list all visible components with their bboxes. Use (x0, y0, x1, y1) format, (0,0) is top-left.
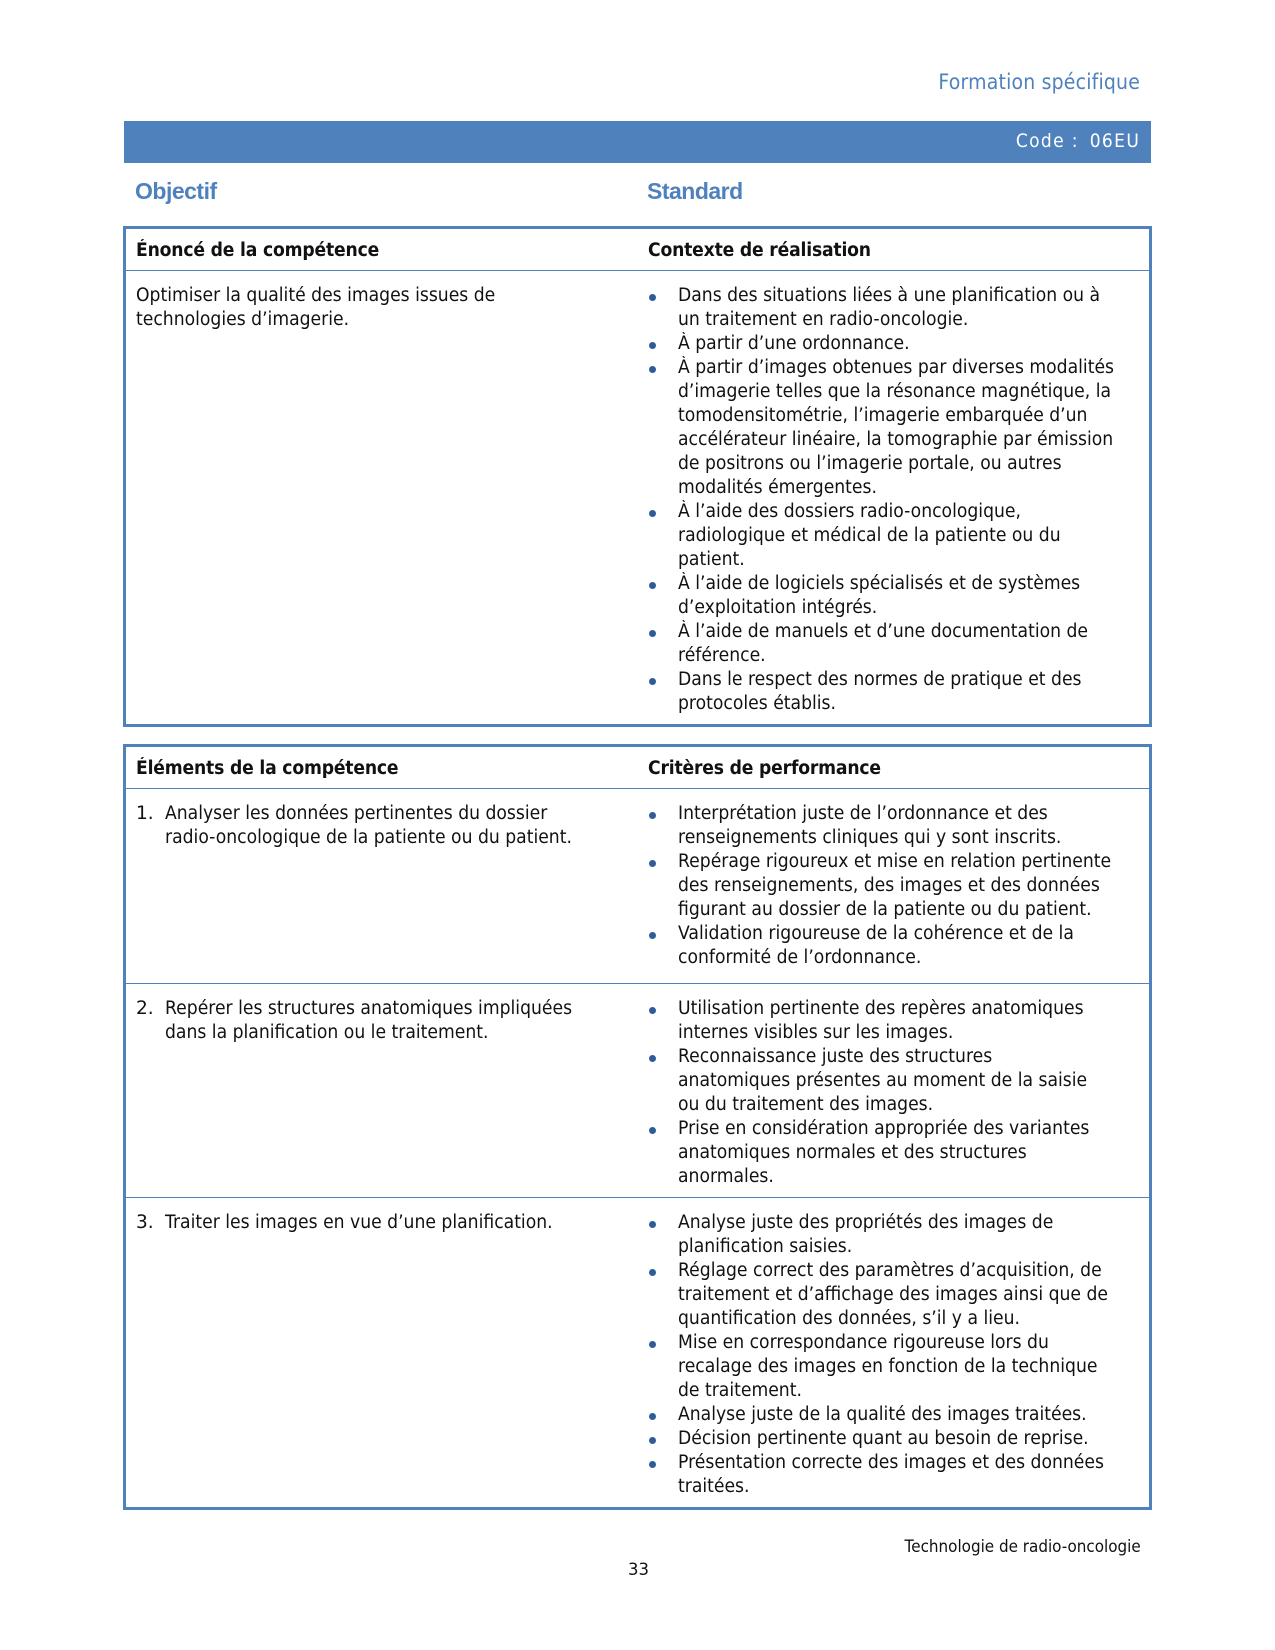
performance-criteria-table (123, 744, 1152, 1510)
criteres-cell (648, 789, 1151, 984)
running-title: Formation spécifique (938, 70, 1140, 94)
list-item-line: de positrons ou l’imagerie portale, ou autres (677, 453, 1062, 474)
list-item-line: À l’aide de logiciels spécialisés et de systèmes (677, 573, 1080, 594)
list-item-line: tomodensitométrie, l’imagerie embarquée d’un (677, 405, 1087, 426)
header-label: Éléments de la compétence (136, 758, 399, 779)
header-elements (125, 746, 648, 789)
list-item (648, 356, 1140, 500)
list-item-line: figurant au dossier de la patiente ou du patient. (677, 899, 1092, 920)
list-item-line: traitées. (677, 1476, 749, 1497)
list-item (648, 1211, 1140, 1259)
list-item-line: Repérage rigoureux et mise en relation pertinente (677, 851, 1111, 872)
enonce-cell (125, 271, 648, 726)
page-number: 33 (628, 1560, 649, 1579)
list-item-line: ou du traitement des images. (677, 1094, 933, 1115)
element-line: dans la planification ou le traitement. (165, 1022, 489, 1043)
element-item (136, 997, 638, 1045)
list-item (648, 1331, 1140, 1403)
code-band (124, 121, 1151, 163)
list-item (648, 1403, 1140, 1427)
header-enonce (125, 228, 648, 271)
enonce-line: technologies d’imagerie. (136, 309, 350, 330)
list-item-line: Décision pertinente quant au besoin de reprise. (677, 1428, 1089, 1449)
list-item-line: accélérateur linéaire, la tomographie par émission (677, 429, 1113, 450)
code-text (1016, 130, 1140, 152)
list-item-line: des renseignements, des images et des données (677, 875, 1100, 896)
list-item (648, 284, 1140, 332)
criteres-cell (648, 984, 1151, 1198)
list-item (648, 922, 1140, 970)
code-value: 06EU (1089, 130, 1140, 152)
header-criteres (648, 746, 1151, 789)
element-number: 2. (136, 998, 154, 1019)
code-label: Code : (1015, 130, 1079, 152)
list-item-line: Prise en considération appropriée des variantes (677, 1118, 1089, 1139)
list-item (648, 850, 1140, 922)
header-label: Énoncé de la compétence (136, 240, 380, 261)
list-item-line: anormales. (677, 1166, 774, 1187)
list-item-line: Analyse juste des propriétés des images de (677, 1212, 1053, 1233)
list-item (648, 668, 1140, 716)
list-item-line: d’imagerie telles que la résonance magnétique, la (677, 381, 1111, 402)
list-item-line: Analyse juste de la qualité des images traitées. (677, 1404, 1087, 1425)
competence-statement-table (123, 226, 1152, 727)
list-item (648, 620, 1140, 668)
list-item-line: traitement et d’affichage des images ainsi que de (677, 1284, 1108, 1305)
list-item (648, 572, 1140, 620)
contexte-cell (648, 271, 1151, 726)
list-item (648, 802, 1140, 850)
list-item-line: recalage des images en fonction de la technique (677, 1356, 1097, 1377)
section-title-objectif: Objectif (135, 178, 217, 204)
list-item-line: de traitement. (677, 1380, 802, 1401)
list-item (648, 997, 1140, 1045)
criteres-list (648, 1211, 1140, 1499)
list-item (648, 1259, 1140, 1331)
element-line: Repérer les structures anatomiques impliquées (165, 998, 573, 1019)
list-item (648, 1427, 1140, 1451)
list-item-line: référence. (677, 645, 766, 666)
element-item (136, 1211, 638, 1235)
list-item (648, 1045, 1140, 1117)
list-item-line: À l’aide des dossiers radio-oncologique, (677, 501, 1021, 522)
element-cell (125, 789, 648, 984)
element-item (136, 802, 638, 850)
list-item-line: Mise en correspondance rigoureuse lors du (677, 1332, 1049, 1353)
table-row (125, 271, 1151, 726)
list-item (648, 332, 1140, 356)
list-item-line: Reconnaissance juste des structures (677, 1046, 992, 1067)
list-item-line: planification saisies. (677, 1236, 852, 1257)
header-label: Contexte de réalisation (647, 240, 871, 261)
table-row (125, 984, 1151, 1198)
list-item-line: Réglage correct des paramètres d’acquisition, de (677, 1260, 1102, 1281)
header-label: Critères de performance (647, 758, 881, 779)
list-item-line: conformité de l’ordonnance. (677, 947, 921, 968)
criteres-list (648, 997, 1140, 1189)
list-item (648, 500, 1140, 572)
element-line: Analyser les données pertinentes du dossier (165, 803, 548, 824)
list-item-line: Dans le respect des normes de pratique et des (677, 669, 1082, 690)
header-contexte (648, 228, 1151, 271)
list-item-line: À partir d’images obtenues par diverses modalités (677, 357, 1114, 378)
list-item-line: un traitement en radio-oncologie. (677, 309, 968, 330)
criteres-cell (648, 1198, 1151, 1509)
list-item-line: Présentation correcte des images et des données (677, 1452, 1104, 1473)
enonce-line: Optimiser la qualité des images issues de (136, 285, 496, 306)
list-item-line: Utilisation pertinente des repères anatomiques (677, 998, 1084, 1019)
list-item (648, 1117, 1140, 1189)
list-item-line: Validation rigoureuse de la cohérence et de la (677, 923, 1074, 944)
list-item-line: À partir d’une ordonnance. (677, 333, 910, 354)
element-line: Traiter les images en vue d’une planification. (165, 1212, 553, 1233)
list-item-line: quantification des données, s’il y a lieu. (677, 1308, 1020, 1329)
list-item (648, 1451, 1140, 1499)
list-item-line: anatomiques présentes au moment de la saisie (677, 1070, 1087, 1091)
list-item-line: Dans des situations liées à une planification ou à (677, 285, 1100, 306)
contexte-list (648, 284, 1140, 716)
element-number: 3. (136, 1212, 154, 1233)
list-item-line: protocoles établis. (677, 693, 836, 714)
list-item-line: patient. (677, 549, 745, 570)
list-item-line: radiologique et médical de la patiente ou du (677, 525, 1061, 546)
list-item-line: Interprétation juste de l’ordonnance et des (677, 803, 1048, 824)
list-item-line: d’exploitation intégrés. (677, 597, 877, 618)
element-line: radio-oncologique de la patiente ou du patient. (165, 827, 572, 848)
list-item-line: internes visibles sur les images. (677, 1022, 953, 1043)
table-row (125, 789, 1151, 984)
list-item-line: anatomiques normales et des structures (677, 1142, 1027, 1163)
section-title-standard: Standard (647, 178, 743, 204)
element-cell (125, 984, 648, 1198)
table-row (125, 1198, 1151, 1509)
list-item-line: À l’aide de manuels et d’une documentation de (677, 621, 1088, 642)
list-item-line: renseignements cliniques qui y sont inscrits. (677, 827, 1061, 848)
element-number: 1. (136, 803, 154, 824)
element-cell (125, 1198, 648, 1509)
footer-program-title: Technologie de radio-oncologie (904, 1537, 1141, 1556)
criteres-list (648, 802, 1140, 970)
list-item-line: modalités émergentes. (677, 477, 877, 498)
